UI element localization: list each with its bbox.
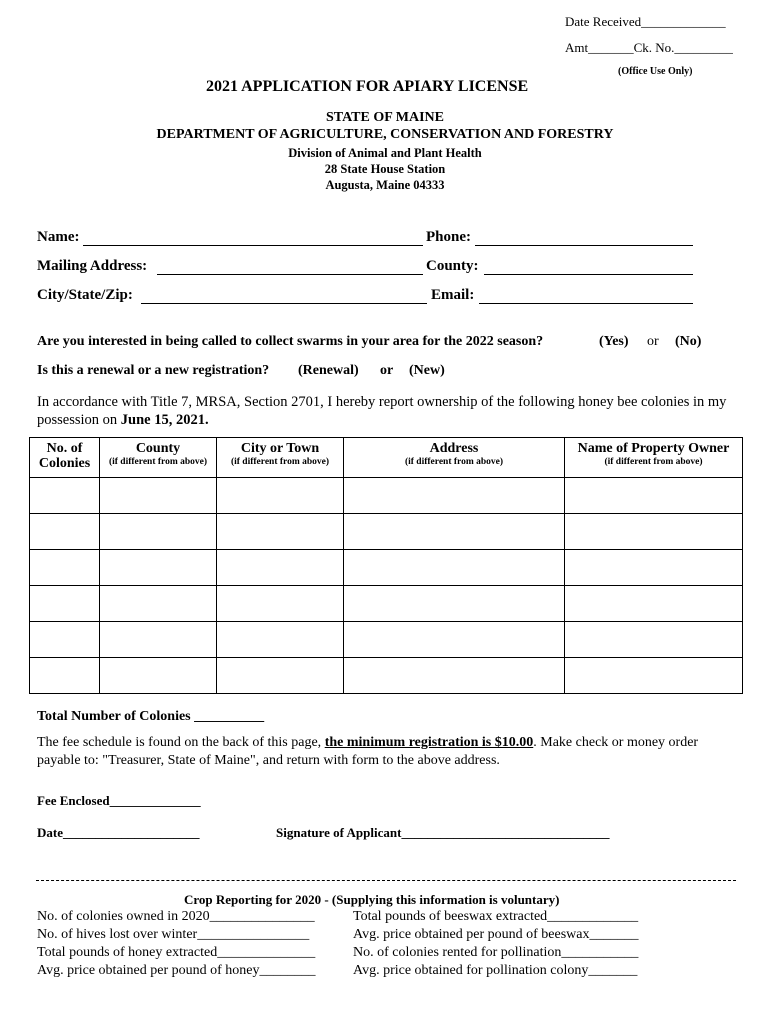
col-header-colonies-title: No. of Colonies <box>38 441 91 471</box>
col-header-city-sub: (if different from above) <box>230 457 330 467</box>
county-label: County: <box>426 258 479 274</box>
table-cell[interactable] <box>100 478 217 514</box>
swarm-or-text: or <box>647 334 659 349</box>
email-label: Email: <box>431 287 475 303</box>
table-cell[interactable] <box>344 478 565 514</box>
table-cell[interactable] <box>565 550 743 586</box>
city-state-zip-input-line[interactable] <box>141 303 427 304</box>
mailing-county-row <box>37 258 697 278</box>
table-cell[interactable] <box>30 622 100 658</box>
beeswax-price-field[interactable]: Avg. price obtained per pound of beeswax_______ <box>353 927 639 942</box>
table-cell[interactable] <box>100 550 217 586</box>
table-cell[interactable] <box>30 550 100 586</box>
date-received-field[interactable]: Date Received_____________ <box>565 14 726 29</box>
state-name: STATE OF MAINE <box>326 110 444 125</box>
county-input-line[interactable] <box>484 274 693 275</box>
table-cell[interactable] <box>217 478 344 514</box>
table-cell[interactable] <box>565 478 743 514</box>
fee-text-1: The fee schedule is found on the back of this page, <box>37 735 325 750</box>
phone-input-line[interactable] <box>475 245 693 246</box>
col-header-county <box>100 438 217 478</box>
table-row <box>30 622 743 658</box>
swarm-no-option[interactable]: (No) <box>675 334 702 349</box>
table-cell[interactable] <box>565 622 743 658</box>
crop-right-column <box>353 908 639 980</box>
ownership-date: June 15, 2021. <box>120 412 209 428</box>
phone-label: Phone: <box>426 229 471 245</box>
date-field[interactable]: Date_____________________ <box>37 825 200 840</box>
table-row <box>30 658 743 694</box>
table-row <box>30 478 743 514</box>
total-colonies-field[interactable]: Total Number of Colonies __________ <box>37 709 265 724</box>
city-address: Augusta, Maine 04333 <box>325 178 445 192</box>
registration-or-text: or <box>380 363 394 378</box>
signature-field[interactable]: Signature of Applicant________________________________ <box>276 825 610 840</box>
col-header-address <box>344 438 565 478</box>
beeswax-extracted-field[interactable]: Total pounds of beeswax extracted_____________ <box>353 909 639 924</box>
honey-extracted-field[interactable]: Total pounds of honey extracted______________ <box>37 945 316 960</box>
col-header-city <box>217 438 344 478</box>
table-cell[interactable] <box>30 478 100 514</box>
table-cell[interactable] <box>217 586 344 622</box>
table-cell[interactable] <box>344 550 565 586</box>
table-cell[interactable] <box>30 586 100 622</box>
dashed-divider <box>36 880 736 881</box>
table-cell[interactable] <box>30 658 100 694</box>
table-cell[interactable] <box>217 514 344 550</box>
swarm-question: Are you interested in being called to collect swarms in your area for the 2022 season? <box>37 334 544 349</box>
fee-enclosed-field[interactable]: Fee Enclosed______________ <box>37 793 201 808</box>
name-input-line[interactable] <box>83 245 423 246</box>
crop-reporting-title: Crop Reporting for 2020 - (Supplying this information is voluntary) <box>184 892 560 907</box>
amount-check-field[interactable]: Amt_______Ck. No._________ <box>565 40 733 55</box>
renewal-option[interactable]: (Renewal) <box>298 363 359 378</box>
table-header-row <box>30 438 743 478</box>
colonies-rented-field[interactable]: No. of colonies rented for pollination___________ <box>353 945 639 960</box>
table-cell[interactable] <box>100 514 217 550</box>
table-cell[interactable] <box>344 622 565 658</box>
fee-text-2: . Make check or money order payable to: "Treasurer, State of Maine", and return with form to the above address. <box>37 735 699 768</box>
table-cell[interactable] <box>100 658 217 694</box>
table-cell[interactable] <box>344 586 565 622</box>
table-row <box>30 550 743 586</box>
table-cell[interactable] <box>30 514 100 550</box>
name-phone-row <box>37 229 697 249</box>
table-cell[interactable] <box>344 658 565 694</box>
hives-lost-field[interactable]: No. of hives lost over winter________________ <box>37 927 310 942</box>
department-name: DEPARTMENT OF AGRICULTURE, CONSERVATION AND FORESTRY <box>156 127 614 142</box>
registration-question: Is this a renewal or a new registration? <box>37 363 270 378</box>
col-header-owner-sub: (if different from above) <box>604 457 703 467</box>
table-cell[interactable] <box>217 622 344 658</box>
col-header-colonies <box>30 438 100 478</box>
minimum-registration: the minimum registration is $10.00 <box>324 735 534 750</box>
pollination-price-field[interactable]: Avg. price obtained for pollination colony_______ <box>353 963 638 978</box>
col-header-owner-title: Name of Property Owner <box>577 441 730 456</box>
table-row <box>30 586 743 622</box>
table-cell[interactable] <box>344 514 565 550</box>
table-cell[interactable] <box>100 622 217 658</box>
crop-left-column <box>37 908 316 980</box>
honey-price-field[interactable]: Avg. price obtained per pound of honey________ <box>37 963 316 978</box>
table-cell[interactable] <box>217 550 344 586</box>
col-header-city-title: City or Town <box>240 441 320 456</box>
form-title: 2021 APPLICATION FOR APIARY LICENSE <box>206 78 529 95</box>
email-input-line[interactable] <box>479 303 693 304</box>
city-state-zip-label: City/State/Zip: <box>37 287 133 303</box>
fee-statement <box>37 734 742 770</box>
table-cell[interactable] <box>565 658 743 694</box>
table-cell[interactable] <box>100 586 217 622</box>
col-header-county-title: County <box>135 441 181 456</box>
mailing-address-label: Mailing Address: <box>37 258 148 274</box>
col-header-county-sub: (if different from above) <box>108 457 208 467</box>
colonies-table <box>29 437 743 694</box>
ownership-statement-text: In accordance with Title 7, MRSA, Section 2701, I hereby report ownership of the following honey bee colonies in my possession on <box>37 394 727 428</box>
ownership-statement <box>37 393 742 429</box>
colonies-owned-field[interactable]: No. of colonies owned in 2020_______________ <box>37 909 315 924</box>
table-row <box>30 514 743 550</box>
col-header-address-sub: (if different from above) <box>404 457 504 467</box>
col-header-address-title: Address <box>429 441 479 456</box>
table-cell[interactable] <box>217 658 344 694</box>
city-email-row <box>37 287 697 307</box>
station-address: 28 State House Station <box>324 162 446 176</box>
table-cell[interactable] <box>565 586 743 622</box>
office-use-only-note: (Office Use Only) <box>618 66 693 77</box>
name-label: Name: <box>37 229 80 245</box>
new-option[interactable]: (New) <box>409 363 445 378</box>
table-cell[interactable] <box>565 514 743 550</box>
swarm-yes-option[interactable]: (Yes) <box>599 334 629 349</box>
col-header-owner <box>565 438 743 478</box>
division-name: Division of Animal and Plant Health <box>288 146 482 160</box>
mailing-address-input-line[interactable] <box>157 274 423 275</box>
